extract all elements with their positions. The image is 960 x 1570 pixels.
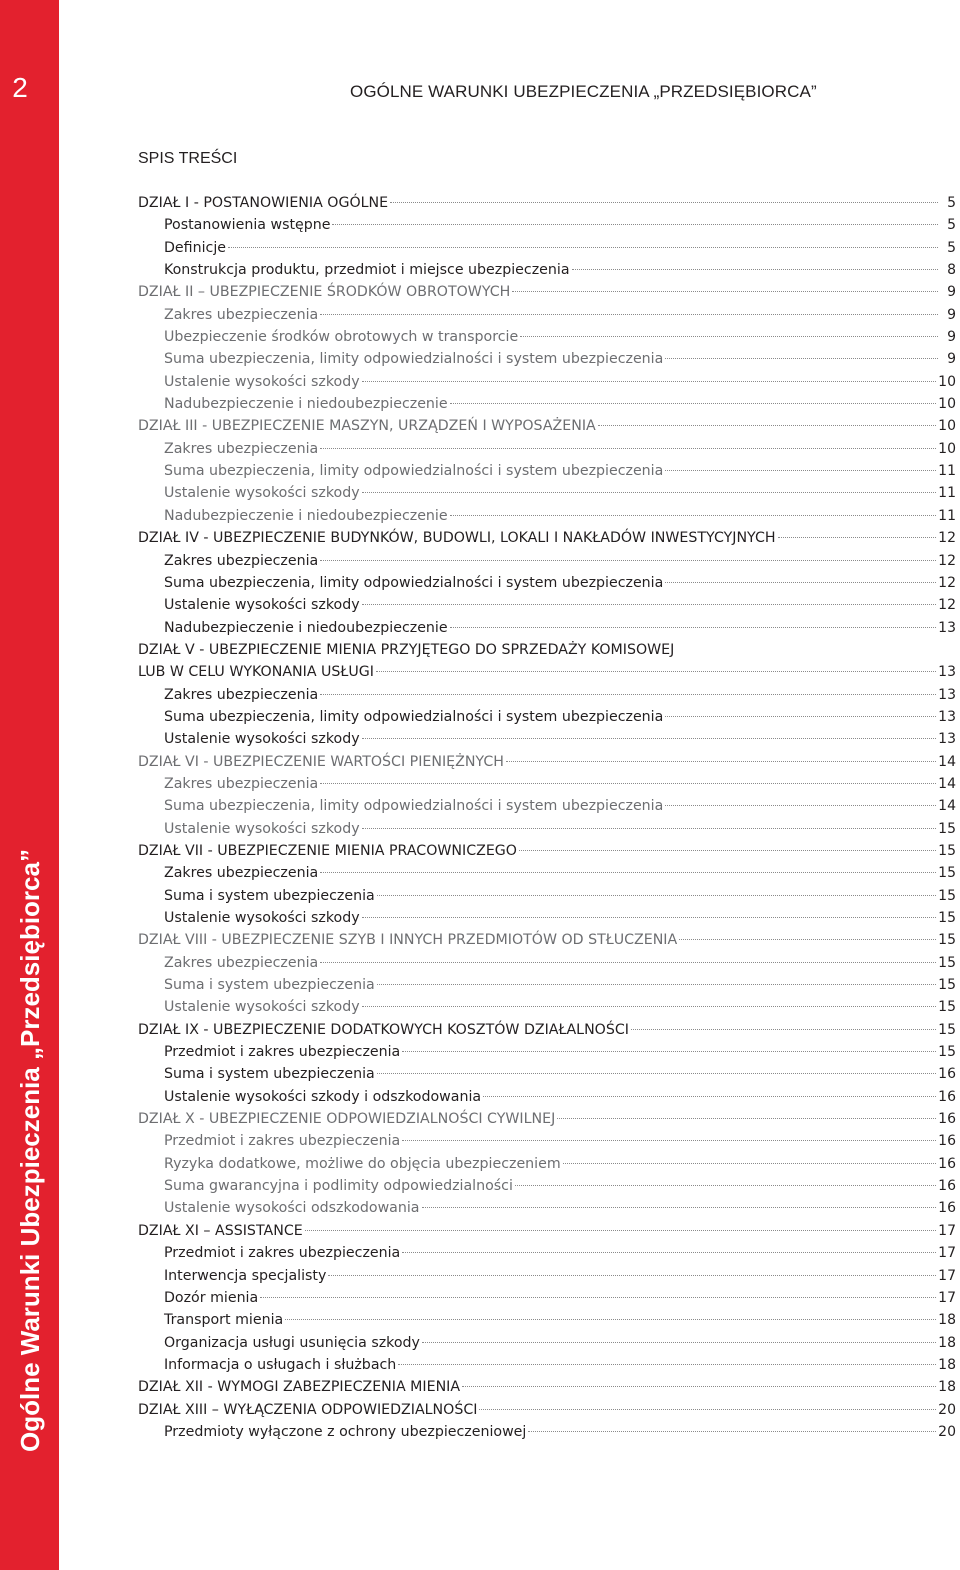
toc-dot-leader [320,448,936,449]
toc-dot-leader [422,1342,936,1343]
toc-entry-label: Ustalenie wysokości szkody [164,731,360,748]
toc-dot-leader [260,1297,936,1298]
toc-entry-label: Suma i system ubezpieczenia [164,887,375,904]
toc-entry-page-number: 14 [938,798,956,815]
toc-dot-leader [362,492,937,493]
toc-entry-page-number: 16 [938,1178,956,1195]
toc-subsection-entry[interactable] [138,1086,956,1108]
toc-subsection-entry[interactable] [138,1175,956,1197]
toc-subsection-entry[interactable] [138,773,956,795]
toc-entry-label: Suma ubezpieczenia, limity odpowiedzialności i system ubezpieczenia [164,708,664,725]
toc-subsection-entry[interactable] [138,1041,956,1063]
toc-subsection-entry[interactable] [138,1130,956,1152]
toc-entry-label: Ryzyka dodatkowe, możliwe do objęcia ubezpieczeniem [164,1155,561,1172]
toc-subsection-entry[interactable] [138,862,956,884]
toc-dot-leader [362,381,937,382]
toc-dot-leader [362,917,937,918]
toc-entry-page-number: 15 [938,820,956,837]
toc-entry-label: Zakres ubezpieczenia [164,686,319,703]
toc-entry-label: DZIAŁ IV - UBEZPIECZENIE BUDYNKÓW, BUDOWLI, LOKALI I NAKŁADÓW INWESTYCYJNYCH [138,530,776,547]
toc-entry-page-number: 13 [938,664,956,681]
toc-entry-page-number: 11 [938,485,956,502]
toc-entry-page-number: 16 [938,1066,956,1083]
toc-entry-label: DZIAŁ III - UBEZPIECZENIE MASZYN, URZĄDZEŃ I WYPOSAŻENIA [138,418,596,435]
toc-dot-leader [520,336,938,337]
toc-entry-page-number: 15 [938,842,956,859]
toc-dot-leader [450,515,937,516]
toc-entry-label: Ustalenie wysokości szkody i odszkodowania [164,1088,482,1105]
toc-entry-label: DZIAŁ XI – ASSISTANCE [138,1222,303,1239]
toc-entry-page-number: 15 [938,999,956,1016]
toc-dot-leader [320,694,936,695]
toc-entry-label: Definicje [164,239,226,256]
toc-entry-page-number: 11 [938,507,956,524]
toc-entry-page-number: 10 [938,418,956,435]
toc-dot-leader [519,850,936,851]
toc-dot-leader [479,1409,936,1410]
toc-entry-label: Zakres ubezpieczenia [164,440,319,457]
toc-entry-page-number: 20 [938,1401,956,1418]
toc-entry-page-number: 13 [938,686,956,703]
toc-entry-page-number: 15 [938,910,956,926]
toc-entry-label: DZIAŁ I - POSTANOWIENIA OGÓLNE [138,195,389,211]
toc-subsection-entry[interactable] [138,505,956,527]
toc-entry-page-number: 10 [938,373,956,390]
toc-dot-leader [320,560,936,561]
toc-section-entry[interactable] [138,1108,956,1130]
toc-entry-label: Suma gwarancyjna i podlimity odpowiedzialności [164,1178,513,1195]
toc-entry-label: DZIAŁ II – UBEZPIECZENIE ŚRODKÓW OBROTOWYCH [138,284,511,301]
toc-entry-label: Przedmiot i zakres ubezpieczenia [164,1245,401,1262]
toc-entry-page-number: 18 [938,1356,956,1373]
vertical-document-title: Ogólne Warunki Ubezpieczenia „Przedsiębiorca” [15,849,45,1452]
toc-subsection-entry[interactable] [138,1421,956,1443]
toc-entry-label: Informacja o usługach i służbach [164,1356,397,1373]
toc-subsection-entry[interactable] [138,1354,956,1376]
toc-dot-leader [483,1096,936,1097]
toc-section-entry[interactable] [138,281,956,303]
toc-entry-page-number: 12 [938,574,956,591]
toc-entry-page-number: 15 [938,887,956,904]
toc-subsection-entry[interactable] [138,550,956,572]
toc-section-entry[interactable] [138,192,956,214]
toc-subsection-entry[interactable] [138,438,956,460]
toc-dot-leader [665,470,936,471]
toc-entry-label: Suma ubezpieczenia, limity odpowiedzialności i system ubezpieczenia [164,574,664,591]
toc-entry-page-number: 10 [938,396,956,413]
toc-entry-label: Zakres ubezpieczenia [164,552,319,569]
toc-dot-leader [320,962,936,963]
toc-entry-label: Przedmiot i zakres ubezpieczenia [164,1044,401,1061]
toc-entry-page-number: 13 [938,731,956,748]
toc-entry-page-number: 12 [938,530,956,547]
toc-entry-page-number: 17 [938,1245,956,1262]
toc-entry-page-number: 18 [938,1334,956,1351]
toc-dot-leader [450,403,937,404]
toc-dot-leader [362,828,937,829]
toc-entry-page-number: 9 [947,329,956,346]
toc-dot-leader [328,1275,936,1276]
toc-entry-page-number: 15 [938,1044,956,1061]
toc-entry-page-number: 15 [938,977,956,994]
toc-subsection-entry[interactable] [138,795,956,817]
toc-entry-page-number: 9 [947,284,956,301]
toc-subsection-entry[interactable] [138,237,956,259]
toc-dot-leader [377,1073,936,1074]
toc-subsection-entry[interactable] [138,885,956,907]
toc-dot-leader [332,224,938,225]
toc-subsection-entry[interactable] [138,1197,956,1219]
toc-dot-leader [398,1364,936,1365]
toc-entry-page-number: 15 [938,865,956,882]
toc-dot-leader [320,314,938,315]
toc-entry-page-number: 15 [938,954,956,971]
toc-entry-label: Ustalenie wysokości odszkodowania [164,1200,420,1217]
toc-entry-page-number: 16 [938,1200,956,1217]
toc-dot-leader [305,1230,936,1231]
toc-subsection-entry[interactable] [138,996,956,1018]
toc-entry-page-number: 13 [938,619,956,636]
toc-dot-leader [572,269,938,270]
toc-entry-page-number: 16 [938,1088,956,1105]
toc-section-entry[interactable] [138,639,956,661]
toc-entry-page-number: 5 [947,239,956,256]
toc-entry-page-number: 16 [938,1155,956,1172]
toc-subsection-entry[interactable] [138,1063,956,1085]
toc-entry-page-number: 13 [938,708,956,725]
toc-subsection-entry[interactable] [138,348,956,370]
toc-subsection-entry[interactable] [138,1265,956,1287]
toc-dot-leader [665,582,936,583]
toc-entry-label: Ustalenie wysokości szkody [164,373,360,390]
toc-entry-page-number: 10 [938,440,956,457]
toc-entry-label: DZIAŁ IX - UBEZPIECZENIE DODATKOWYCH KOSZTÓW DZIAŁALNOŚCI [138,1021,629,1038]
toc-subsection-entry[interactable] [138,952,956,974]
toc-entry-label: Przedmioty wyłączone z ochrony ubezpieczeniowej [164,1423,527,1440]
toc-dot-leader [528,1431,936,1432]
toc-entry-page-number: 14 [938,753,956,770]
toc-dot-leader [402,1252,936,1253]
toc-entry-label: Zakres ubezpieczenia [164,865,319,882]
toc-entry-page-number: 5 [947,217,956,234]
toc-subsection-entry[interactable] [138,1309,956,1331]
toc-entry-label: DZIAŁ VI - UBEZPIECZENIE WARTOŚCI PIENIĘŻNYCH [138,753,504,770]
toc-section-entry[interactable] [138,751,956,773]
toc-entry-label: Konstrukcja produktu, przedmiot i miejsce ubezpieczenia [164,262,570,279]
toc-entry-label: Ustalenie wysokości szkody [164,597,360,614]
toc-entry-label: DZIAŁ X - UBEZPIECZENIE ODPOWIEDZIALNOŚCI CYWILNEJ [138,1111,556,1128]
toc-dot-leader [557,1118,936,1119]
toc-entry-label: Ustalenie wysokości szkody [164,910,360,926]
toc-dot-leader [377,895,936,896]
toc-entry-label: Ustalenie wysokości szkody [164,999,360,1016]
toc-section-entry[interactable] [138,415,956,437]
toc-dot-leader [390,202,938,203]
toc-entry-label: Organizacja usługi usunięcia szkody [164,1334,420,1351]
toc-entry-page-number: 15 [938,1021,956,1038]
toc-dot-leader [402,1140,936,1141]
toc-subsection-entry[interactable] [138,393,956,415]
toc-entry-label: Postanowienia wstępne [164,217,331,234]
toc-dot-leader [450,627,937,628]
toc-subsection-entry[interactable] [138,259,956,281]
toc-subsection-entry[interactable] [138,371,956,393]
toc-entry-label: Suma ubezpieczenia, limity odpowiedzialności i system ubezpieczenia [164,463,664,480]
toc-entry-label: Transport mienia [164,1312,284,1329]
toc-entry-page-number: 9 [947,351,956,368]
toc-entry-label: Interwencja specjalisty [164,1267,327,1284]
toc-subsection-entry[interactable] [138,684,956,706]
toc-entry-label: Przedmiot i zakres ubezpieczenia [164,1133,401,1150]
toc-entry-label: Nadubezpieczenie i niedoubezpieczenie [164,507,448,524]
toc-entry-label: DZIAŁ VIII - UBEZPIECZENIE SZYB I INNYCH PRZEDMIOTÓW OD STŁUCZENIA [138,932,678,949]
toc-dot-leader [402,1051,936,1052]
document-header-title: OGÓLNE WARUNKI UBEZPIECZENIA „PRZEDSIĘBIORCA” [350,82,817,101]
toc-subsection-entry[interactable] [138,304,956,326]
toc-entry-label: Zakres ubezpieczenia [164,954,319,971]
toc-subsection-entry[interactable] [138,706,956,728]
toc-section-entry[interactable] [138,527,956,549]
toc-entry-label: DZIAŁ XIII – WYŁĄCZENIA ODPOWIEDZIALNOŚCI [138,1401,478,1418]
toc-entry-page-number: 12 [938,597,956,614]
toc-section-entry[interactable] [138,1220,956,1242]
toc-entry-page-number: 17 [938,1289,956,1306]
toc-dot-leader [376,671,936,672]
toc-subsection-entry[interactable] [138,594,956,616]
toc-dot-leader [679,939,936,940]
toc-entry-page-number: 9 [947,306,956,323]
toc-entry-label: Ubezpieczenie środków obrotowych w transporcie [164,329,519,346]
toc-entry-page-number: 17 [938,1222,956,1239]
toc-section-entry[interactable] [138,1399,956,1421]
toc-dot-leader [462,1386,936,1387]
toc-section-entry[interactable] [138,661,956,683]
toc-entry-page-number: 18 [938,1312,956,1329]
toc-entry-label: Ustalenie wysokości szkody [164,820,360,837]
toc-entry-label: Suma ubezpieczenia, limity odpowiedzialności i system ubezpieczenia [164,798,664,815]
toc-dot-leader [512,291,938,292]
toc-entry-page-number: 5 [947,195,956,211]
toc-subsection-entry[interactable] [138,974,956,996]
toc-dot-leader [506,761,936,762]
toc-entry-label: Ustalenie wysokości szkody [164,485,360,502]
toc-dot-leader [285,1319,936,1320]
toc-entry-page-number: 18 [938,1379,956,1396]
toc-entry-label: Zakres ubezpieczenia [164,775,319,792]
toc-entry-page-number: 16 [938,1111,956,1128]
toc-entry-label: LUB W CELU WYKONANIA USŁUGI [138,664,374,681]
toc-dot-leader [362,1006,937,1007]
toc-subsection-entry[interactable] [138,818,956,840]
toc-subsection-entry[interactable] [138,482,956,504]
toc-dot-leader [320,872,936,873]
toc-dot-leader [320,783,936,784]
toc-entry-page-number: 20 [938,1423,956,1440]
toc-entry-page-number: 16 [938,1133,956,1150]
toc-subsection-entry[interactable] [138,728,956,750]
toc-dot-leader [377,984,936,985]
toc-dot-leader [515,1185,936,1186]
toc-subsection-entry[interactable] [138,572,956,594]
toc-entry-label: Dozór mienia [164,1289,259,1306]
toc-dot-leader [598,425,936,426]
toc-dot-leader [362,738,937,739]
toc-section-entry[interactable] [138,929,956,951]
toc-dot-leader [778,537,937,538]
sidebar-band [0,0,59,1570]
toc-entry-page-number: 11 [938,463,956,480]
toc-subsection-entry[interactable] [138,1332,956,1354]
toc-entry-label: DZIAŁ VII - UBEZPIECZENIE MIENIA PRACOWNICZEGO [138,842,517,859]
toc-entry-label: DZIAŁ XII - WYMOGI ZABEZPIECZENIA MIENIA [138,1379,461,1396]
toc-entry-label: Suma ubezpieczenia, limity odpowiedzialności i system ubezpieczenia [164,351,664,368]
toc-dot-leader [228,247,938,248]
toc-entry-label: Suma i system ubezpieczenia [164,977,375,994]
toc-heading: SPIS TREŚCI [138,150,238,167]
toc-subsection-entry[interactable] [138,1242,956,1264]
toc-dot-leader [665,716,936,717]
toc-entry-label: DZIAŁ V - UBEZPIECZENIE MIENIA PRZYJĘTEGO DO SPRZEDAŻY KOMISOWEJ [138,641,675,658]
toc-subsection-entry[interactable] [138,214,956,236]
toc-dot-leader [665,358,938,359]
toc-dot-leader [665,805,936,806]
toc-entry-page-number: 14 [938,775,956,792]
toc-section-entry[interactable] [138,1376,956,1398]
toc-entry-label: Suma i system ubezpieczenia [164,1066,375,1083]
table-of-contents [138,192,956,1443]
toc-section-entry[interactable] [138,1019,956,1041]
toc-subsection-entry[interactable] [138,907,956,929]
toc-entry-label: Zakres ubezpieczenia [164,306,319,323]
toc-dot-leader [631,1029,936,1030]
toc-subsection-entry[interactable] [138,460,956,482]
page-number: 2 [12,72,28,103]
toc-subsection-entry[interactable] [138,326,956,348]
toc-dot-leader [422,1207,937,1208]
toc-entry-page-number: 17 [938,1267,956,1284]
toc-entry-page-number: 12 [938,552,956,569]
toc-entry-page-number: 8 [947,262,956,279]
toc-section-entry[interactable] [138,840,956,862]
toc-entry-label: Nadubezpieczenie i niedoubezpieczenie [164,396,448,413]
toc-subsection-entry[interactable] [138,1153,956,1175]
toc-dot-leader [563,1163,937,1164]
toc-subsection-entry[interactable] [138,1287,956,1309]
toc-subsection-entry[interactable] [138,617,956,639]
toc-entry-page-number: 15 [938,932,956,949]
toc-entry-label: Nadubezpieczenie i niedoubezpieczenie [164,619,448,636]
toc-dot-leader [362,604,937,605]
